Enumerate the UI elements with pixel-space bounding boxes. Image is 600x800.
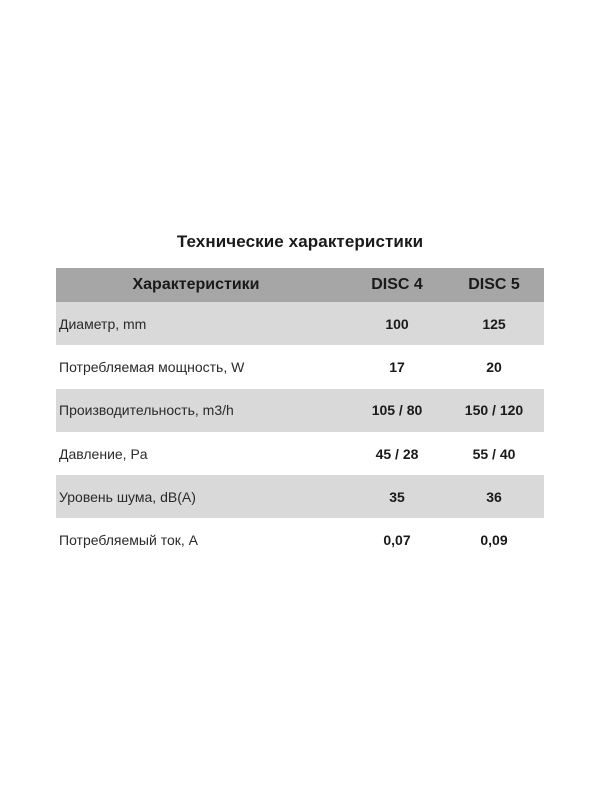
row-value-disc-4: 45 / 28 (375, 445, 419, 462)
row-value-disc-5: 36 (486, 488, 502, 505)
table-row (56, 475, 544, 518)
table-row (56, 389, 544, 432)
row-value-disc-4: 35 (389, 488, 405, 505)
table-header-row (56, 268, 544, 302)
row-label: Производительность, m3/h (59, 402, 234, 419)
row-value-disc-5: 0,09 (480, 532, 508, 549)
row-value-disc-5: 20 (486, 358, 502, 375)
row-value-disc-4: 0,07 (383, 532, 411, 549)
row-value-disc-5: 125 (482, 315, 506, 332)
page-title: Технические характеристики (176, 232, 424, 251)
row-label: Уровень шума, dB(A) (59, 488, 196, 505)
row-label: Диаметр, mm (59, 315, 147, 332)
table-row (56, 302, 544, 345)
row-label: Давление, Pa (59, 445, 148, 462)
header-characteristics: Характеристики (132, 276, 260, 293)
row-label: Потребляемая мощность, W (59, 358, 245, 375)
row-label: Потребляемый ток, A (59, 532, 198, 549)
table-row (56, 432, 544, 475)
row-value-disc-4: 100 (385, 315, 409, 332)
header-disc-4: DISC 4 (371, 276, 423, 293)
header-disc-5: DISC 5 (468, 276, 520, 293)
row-value-disc-4: 17 (389, 358, 405, 375)
row-value-disc-5: 150 / 120 (464, 402, 524, 419)
row-value-disc-5: 55 / 40 (472, 445, 516, 462)
row-value-disc-4: 105 / 80 (371, 402, 423, 419)
table-row (56, 345, 544, 388)
spec-table (56, 268, 544, 562)
table-row (56, 518, 544, 561)
